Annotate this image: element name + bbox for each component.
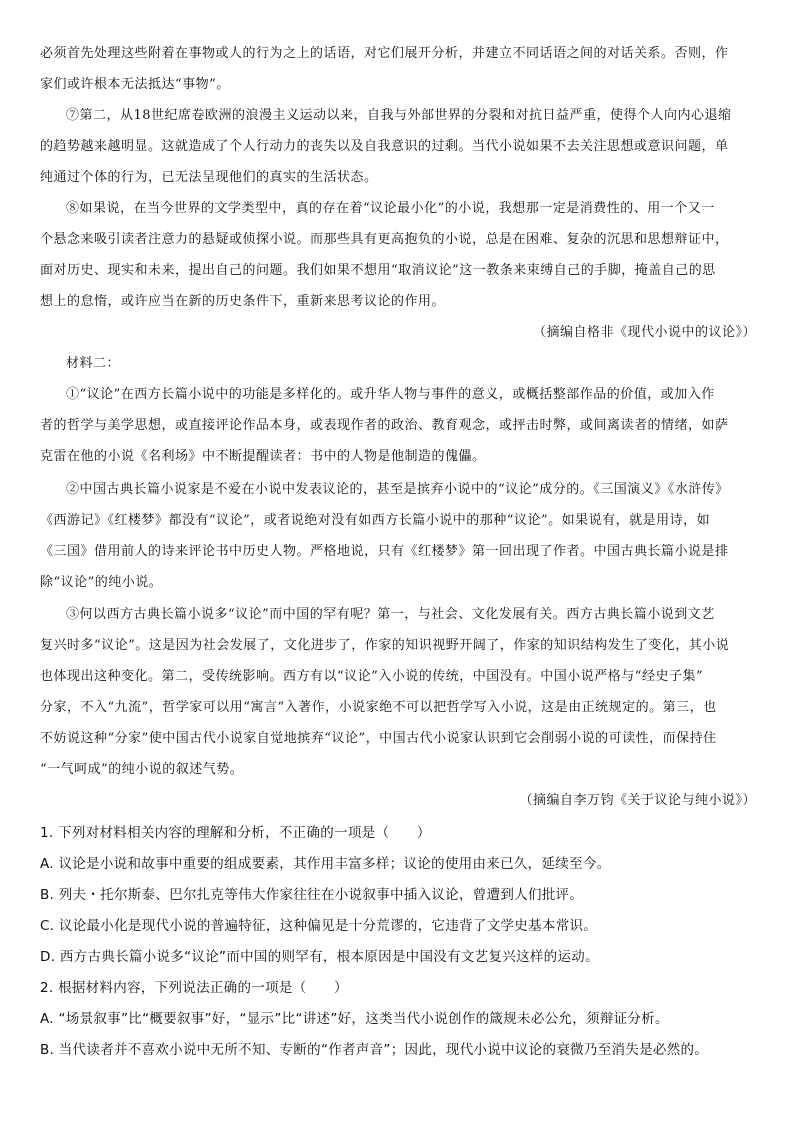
m2-para3-line-4: 分家，不入“九流”，哲学家可以用“寓言”入著作，小说家绝不可以把哲学写入小说，这是由正统规定的。第三，也 [40, 700, 717, 715]
material-two-source: （摘编自李万钧《关于议论与纯小说》） [519, 793, 756, 808]
m2-para3-line-3: 也体现出这种变化。第二，受传统影响。西方有以“议论”入小说的传统，中国没有。中国小说严格与“经史子集” [40, 669, 704, 684]
material-two-heading: 材料二： [66, 356, 121, 371]
question-1-option-b: B. 列夫・托尔斯泰、巴尔扎克等伟大作家往往在小说叙事中插入议论，曾遭到人们批评。 [40, 887, 584, 903]
question-1-stem: 1. 下列对材料相关内容的理解和分析，不正确的一项是（ ） [40, 825, 431, 841]
material-one-source: （摘编自格非《现代小说中的议论》） [532, 325, 756, 340]
question-2-stem: 2. 根据材料内容，下列说法正确的一项是（ ） [40, 980, 348, 996]
para7-line-3: 纯通过个体的行为，已无法呈现他们的真实的生活状态。 [40, 170, 378, 185]
para6-line-2: 家们或许根本无法抵达“事物”。 [40, 77, 230, 92]
question-2-option-a: A. “场景叙事”比“概要叙事”好，“显示”比“讲述”好，这类当代小说创作的箴规未必公允，须辩证分析。 [40, 1011, 669, 1027]
m2-para3-line-5: 不妨说这种“分家”使中国古代小说家自觉地摈弃“议论”，中国古代小说家认识到它会削弱小说的可读性，而保持住 [40, 731, 717, 746]
para7-line-1: ⑦第二，从18世纪席卷欧洲的浪漫主义运动以来，自我与外部世界的分裂和对抗日益严重，使得个人向内心退缩 [66, 108, 732, 123]
m2-para3-line-6: “一气呵成”的纯小说的叙述气势。 [40, 762, 244, 777]
para7-line-2: 的趋势越来越明显。这就造成了个人行动力的丧失以及自我意识的过剩。当代小说如果不去关注思想或意识问题，单 [40, 139, 729, 154]
question-2-option-b: B. 当代读者并不喜欢小说中无所不知、专断的“作者声音”；因此，现代小说中议论的衰微乃至消失是必然的。 [40, 1042, 709, 1058]
m2-para2-line-3: 《三国》借用前人的诗来评论书中历史人物。严格地说，只有《红楼梦》第一回出现了作者。中国古典长篇小说是排 [40, 544, 729, 559]
m2-para3-line-1: ③何以西方古典长篇小说多“议论”而中国的罕有呢？第一，与社会、文化发展有关。西方古典长篇小说到文艺 [66, 607, 715, 622]
m2-para2-line-1: ②中国古典长篇小说家是不爱在小说中发表议论的，甚至是摈弃小说中的“议论”成分的。《三国演义》《水浒传》 [66, 482, 729, 497]
m2-para1-line-3: 克雷在他的小说《名利场》中不断提醒读者：书中的人物是他制造的傀儡。 [40, 449, 486, 464]
para6-line-1: 必须首先处理这些附着在事物或人的行为之上的话语，对它们展开分析，并建立不同话语之间的对话关系。否则，作 [40, 46, 729, 61]
question-1-option-a: A. 议论是小说和故事中重要的组成要素，其作用丰富多样；议论的使用由来已久，延续至今。 [40, 856, 611, 872]
m2-para2-line-4: 除“议论”的纯小说。 [40, 575, 163, 590]
m2-para2-line-2: 《西游记》《红楼梦》都没有“议论”，或者说绝对没有如西方长篇小说中的那种“议论”。如果说有，就是用诗，如 [40, 513, 711, 528]
para8-line-3: 面对历史、现实和未来，提出自己的问题。我们如果不想用“取消议论”这一教条来束缚自己的手脚，掩盖自己的思 [40, 263, 716, 278]
question-1-option-c: C. 议论最小化是现代小说的普遍特征，这种偏见是十分荒谬的，它违背了文学史基本常识。 [40, 918, 598, 934]
m2-para1-line-2: 者的哲学与美学思想，或直接评论作品本身，或表现作者的政治、教育观念，或抨击时弊，或间离读者的情绪，如萨 [40, 418, 729, 433]
para8-line-2: 个悬念来吸引读者注意力的悬疑或侦探小说。而那些具有更高抱负的小说，总是在困难、复杂的沉思和思想辩证中， [40, 232, 729, 247]
question-1-option-d: D. 西方古典长篇小说多“议论”而中国的则罕有，根本原因是中国没有文艺复兴这样的运动。 [40, 949, 599, 965]
m2-para1-line-1: ①“议论”在西方长篇小说中的功能是多样化的。或升华人物与事件的意义，或概括整部作品的价值，或加入作 [66, 387, 715, 402]
para8-line-1: ⑧如果说，在当今世界的文学类型中，真的存在着“议论最小化”的小说，我想那一定是消费性的、用一个又一 [66, 201, 715, 216]
para8-line-4: 想上的怠惰，或许应当在新的历史条件下，重新来思考议论的作用。 [40, 294, 446, 309]
m2-para3-line-2: 复兴时多“议论”。这是因为社会发展了，文化进步了，作家的知识视野开阔了，作家的知识结构发生了变化，其小说 [40, 638, 730, 653]
